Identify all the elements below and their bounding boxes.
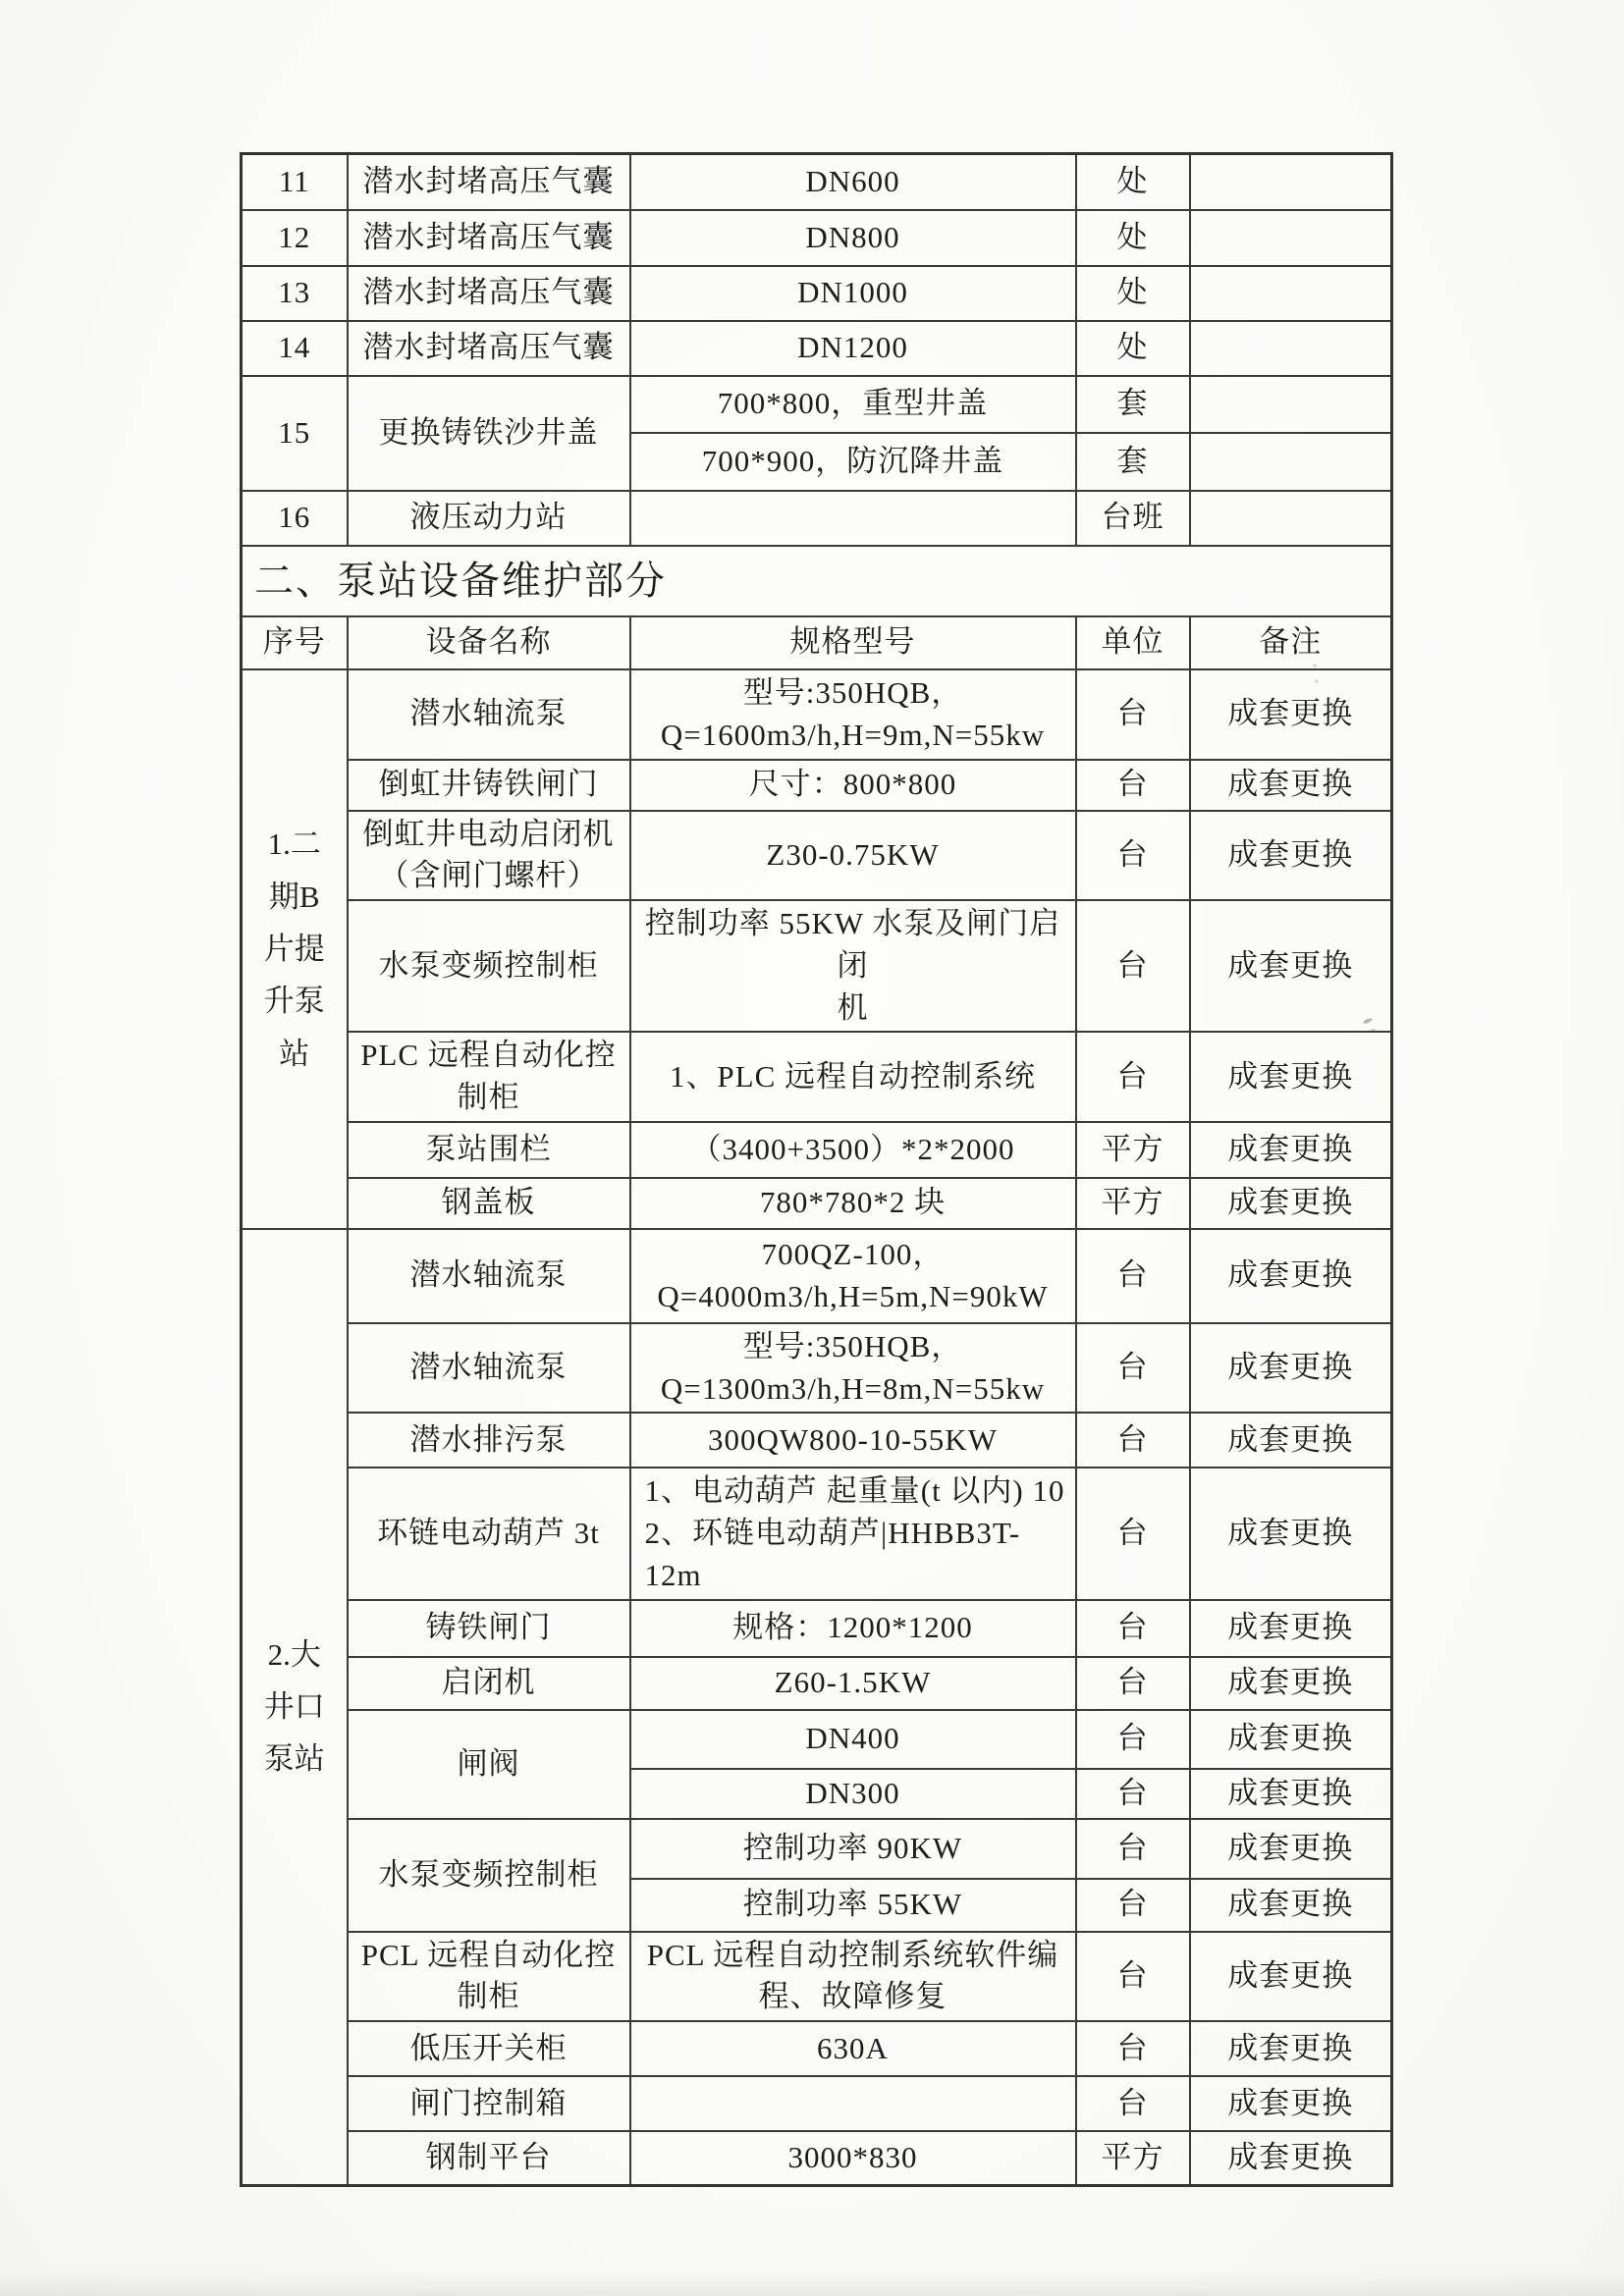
header-serial: 序号 bbox=[242, 616, 348, 669]
spec-cell: Z60-1.5KW bbox=[630, 1657, 1076, 1710]
serial-cell: 14 bbox=[242, 321, 348, 376]
equipment-name-cell: 液压动力站 bbox=[348, 491, 630, 546]
remark-cell: 成套更换 bbox=[1190, 669, 1392, 760]
equipment-name-cell: 启闭机 bbox=[348, 1657, 630, 1710]
table-row bbox=[242, 2076, 1392, 2131]
unit-cell: 台 bbox=[1076, 1229, 1190, 1323]
table-row bbox=[242, 1323, 1392, 1414]
remark-cell: 成套更换 bbox=[1190, 1178, 1392, 1229]
remark-cell: 成套更换 bbox=[1190, 1657, 1392, 1710]
unit-cell: 台 bbox=[1076, 811, 1190, 901]
table-row bbox=[242, 811, 1392, 901]
remark-cell: 成套更换 bbox=[1190, 2131, 1392, 2185]
remark-cell: 成套更换 bbox=[1190, 1879, 1392, 1932]
unit-cell: 台 bbox=[1076, 1769, 1190, 1819]
spec-cell: 控制功率 90KW bbox=[630, 1819, 1076, 1879]
equipment-name-cell: 潜水封堵高压气囊 bbox=[348, 321, 630, 376]
spec-cell: 630A bbox=[630, 2021, 1076, 2076]
remark-cell: 成套更换 bbox=[1190, 1600, 1392, 1657]
unit-cell: 台 bbox=[1076, 1710, 1190, 1769]
remark-cell bbox=[1190, 210, 1392, 266]
remark-cell: 成套更换 bbox=[1190, 1932, 1392, 2022]
spec-cell: 尺寸：800*800 bbox=[630, 760, 1076, 811]
equipment-name-cell: 闸门控制箱 bbox=[348, 2076, 630, 2131]
unit-cell: 平方 bbox=[1076, 2131, 1190, 2185]
serial-cell: 12 bbox=[242, 210, 348, 266]
scan-artifact bbox=[1371, 1029, 1376, 1033]
remark-cell bbox=[1190, 321, 1392, 376]
unit-cell: 平方 bbox=[1076, 1122, 1190, 1178]
unit-cell: 套 bbox=[1076, 376, 1190, 433]
unit-cell: 台 bbox=[1076, 1468, 1190, 1599]
serial-cell: 15 bbox=[242, 376, 348, 491]
unit-cell: 处 bbox=[1076, 321, 1190, 376]
unit-cell: 套 bbox=[1076, 433, 1190, 491]
group-label-cell: 2.大 井口 泵站 bbox=[242, 1229, 348, 2185]
spec-cell: 控制功率 55KW 水泵及闸门启闭 机 bbox=[630, 900, 1076, 1032]
table-row bbox=[242, 1178, 1392, 1229]
spec-cell: DN300 bbox=[630, 1769, 1076, 1819]
table-row bbox=[242, 2021, 1392, 2076]
unit-cell: 台 bbox=[1076, 1600, 1190, 1657]
remark-cell: 成套更换 bbox=[1190, 811, 1392, 901]
remark-cell: 成套更换 bbox=[1190, 1122, 1392, 1178]
unit-cell: 台 bbox=[1076, 1323, 1190, 1414]
unit-cell: 台 bbox=[1076, 1879, 1190, 1932]
table-row bbox=[242, 1468, 1392, 1599]
header-unit: 单位 bbox=[1076, 616, 1190, 669]
spec-cell bbox=[630, 491, 1076, 546]
unit-cell: 处 bbox=[1076, 210, 1190, 266]
equipment-name-cell: 水泵变频控制柜 bbox=[348, 900, 630, 1032]
spec-cell: 型号:350HQB， Q=1600m3/h,H=9m,N=55kw bbox=[630, 669, 1076, 760]
equipment-name-cell: 环链电动葫芦 3t bbox=[348, 1468, 630, 1599]
remark-cell bbox=[1190, 433, 1392, 491]
unit-cell: 台 bbox=[1076, 2021, 1190, 2076]
table-header-row bbox=[242, 616, 1392, 669]
header-remark: 备注 bbox=[1190, 616, 1392, 669]
spec-cell: 规格：1200*1200 bbox=[630, 1600, 1076, 1657]
table-row bbox=[242, 1413, 1392, 1468]
spec-cell: DN1000 bbox=[630, 266, 1076, 321]
table-row bbox=[242, 669, 1392, 760]
spec-cell: PCL 远程自动控制系统软件编 程、故障修复 bbox=[630, 1932, 1076, 2022]
remark-cell: 成套更换 bbox=[1190, 1769, 1392, 1819]
equipment-maintenance-table bbox=[240, 152, 1393, 2187]
table-row bbox=[242, 1932, 1392, 2022]
remark-cell: 成套更换 bbox=[1190, 1468, 1392, 1599]
table-row bbox=[242, 1122, 1392, 1178]
header-equipment-name: 设备名称 bbox=[348, 616, 630, 669]
equipment-name-cell: 潜水排污泵 bbox=[348, 1413, 630, 1468]
scan-artifact bbox=[1315, 679, 1319, 683]
equipment-name-cell: 低压开关柜 bbox=[348, 2021, 630, 2076]
section-title: 二、泵站设备维护部分 bbox=[242, 546, 1392, 616]
spec-cell: DN600 bbox=[630, 154, 1076, 210]
unit-cell: 台 bbox=[1076, 1032, 1190, 1122]
spec-cell: 1、PLC 远程自动控制系统 bbox=[630, 1032, 1076, 1122]
unit-cell: 处 bbox=[1076, 266, 1190, 321]
table-row bbox=[242, 1657, 1392, 1710]
equipment-name-cell: 潜水轴流泵 bbox=[348, 1229, 630, 1323]
spec-cell: （3400+3500）*2*2000 bbox=[630, 1122, 1076, 1178]
spec-cell: Z30-0.75KW bbox=[630, 811, 1076, 901]
equipment-name-cell: 潜水轴流泵 bbox=[348, 669, 630, 760]
table-row bbox=[242, 1819, 1392, 1879]
serial-cell: 11 bbox=[242, 154, 348, 210]
table-row bbox=[242, 1229, 1392, 1323]
table-row bbox=[242, 266, 1392, 321]
remark-cell: 成套更换 bbox=[1190, 1710, 1392, 1769]
unit-cell: 台 bbox=[1076, 2076, 1190, 2131]
table-row bbox=[242, 321, 1392, 376]
unit-cell: 台班 bbox=[1076, 491, 1190, 546]
table-row bbox=[242, 760, 1392, 811]
spec-cell: 型号:350HQB， Q=1300m3/h,H=8m,N=55kw bbox=[630, 1323, 1076, 1414]
spec-cell: 300QW800-10-55KW bbox=[630, 1413, 1076, 1468]
serial-cell: 13 bbox=[242, 266, 348, 321]
equipment-name-cell: 潜水封堵高压气囊 bbox=[348, 154, 630, 210]
table-row bbox=[242, 154, 1392, 210]
remark-cell: 成套更换 bbox=[1190, 1819, 1392, 1879]
remark-cell: 成套更换 bbox=[1190, 1032, 1392, 1122]
unit-cell: 台 bbox=[1076, 1413, 1190, 1468]
remark-cell: 成套更换 bbox=[1190, 1323, 1392, 1414]
equipment-name-cell: 倒虹井铸铁闸门 bbox=[348, 760, 630, 811]
spec-cell: 700*900，防沉降井盖 bbox=[630, 433, 1076, 491]
header-spec: 规格型号 bbox=[630, 616, 1076, 669]
equipment-name-cell: 铸铁闸门 bbox=[348, 1600, 630, 1657]
spec-cell bbox=[630, 2076, 1076, 2131]
remark-cell bbox=[1190, 266, 1392, 321]
group-label-cell: 1.二 期B 片提 升泵 站 bbox=[242, 669, 348, 1229]
spec-cell: DN400 bbox=[630, 1710, 1076, 1769]
unit-cell: 台 bbox=[1076, 900, 1190, 1032]
scan-artifact bbox=[1313, 664, 1317, 667]
equipment-name-cell: 潜水封堵高压气囊 bbox=[348, 210, 630, 266]
spec-cell: 1、电动葫芦 起重量(t 以内) 10 2、环链电动葫芦|HHBB3T-12m bbox=[630, 1468, 1076, 1599]
spec-cell: 3000*830 bbox=[630, 2131, 1076, 2185]
unit-cell: 台 bbox=[1076, 1819, 1190, 1879]
remark-cell: 成套更换 bbox=[1190, 2076, 1392, 2131]
remark-cell: 成套更换 bbox=[1190, 760, 1392, 811]
scan-edge-shadow bbox=[0, 2270, 1624, 2296]
unit-cell: 台 bbox=[1076, 669, 1190, 760]
remark-cell bbox=[1190, 376, 1392, 433]
remark-cell: 成套更换 bbox=[1190, 1229, 1392, 1323]
equipment-name-cell: 闸阀 bbox=[348, 1710, 630, 1819]
equipment-name-cell: 倒虹井电动启闭机 （含闸门螺杆） bbox=[348, 811, 630, 901]
table-row bbox=[242, 491, 1392, 546]
remark-cell: 成套更换 bbox=[1190, 1413, 1392, 1468]
equipment-name-cell: 泵站围栏 bbox=[348, 1122, 630, 1178]
table-row bbox=[242, 900, 1392, 1032]
remark-cell bbox=[1190, 491, 1392, 546]
serial-cell: 16 bbox=[242, 491, 348, 546]
equipment-name-cell: 潜水封堵高压气囊 bbox=[348, 266, 630, 321]
equipment-name-cell: 水泵变频控制柜 bbox=[348, 1819, 630, 1932]
spec-cell: DN800 bbox=[630, 210, 1076, 266]
table-row bbox=[242, 1710, 1392, 1769]
table-row bbox=[242, 210, 1392, 266]
remark-cell: 成套更换 bbox=[1190, 900, 1392, 1032]
unit-cell: 处 bbox=[1076, 154, 1190, 210]
table-row bbox=[242, 1032, 1392, 1122]
equipment-name-cell: 钢制平台 bbox=[348, 2131, 630, 2185]
table-row bbox=[242, 376, 1392, 433]
spec-cell: 控制功率 55KW bbox=[630, 1879, 1076, 1932]
remark-cell: 成套更换 bbox=[1190, 2021, 1392, 2076]
table-row bbox=[242, 1600, 1392, 1657]
equipment-name-cell: 钢盖板 bbox=[348, 1178, 630, 1229]
equipment-name-cell: PLC 远程自动化控 制柜 bbox=[348, 1032, 630, 1122]
unit-cell: 台 bbox=[1076, 760, 1190, 811]
table-row bbox=[242, 2131, 1392, 2185]
section-title-row bbox=[242, 546, 1392, 616]
spec-cell: DN1200 bbox=[630, 321, 1076, 376]
spec-cell: 700QZ-100， Q=4000m3/h,H=5m,N=90kW bbox=[630, 1229, 1076, 1323]
remark-cell bbox=[1190, 154, 1392, 210]
equipment-name-cell: PCL 远程自动化控 制柜 bbox=[348, 1932, 630, 2022]
unit-cell: 台 bbox=[1076, 1932, 1190, 2022]
equipment-name-cell: 更换铸铁沙井盖 bbox=[348, 376, 630, 491]
unit-cell: 平方 bbox=[1076, 1178, 1190, 1229]
unit-cell: 台 bbox=[1076, 1657, 1190, 1710]
spec-cell: 700*800，重型井盖 bbox=[630, 376, 1076, 433]
equipment-name-cell: 潜水轴流泵 bbox=[348, 1323, 630, 1414]
spec-cell: 780*780*2 块 bbox=[630, 1178, 1076, 1229]
